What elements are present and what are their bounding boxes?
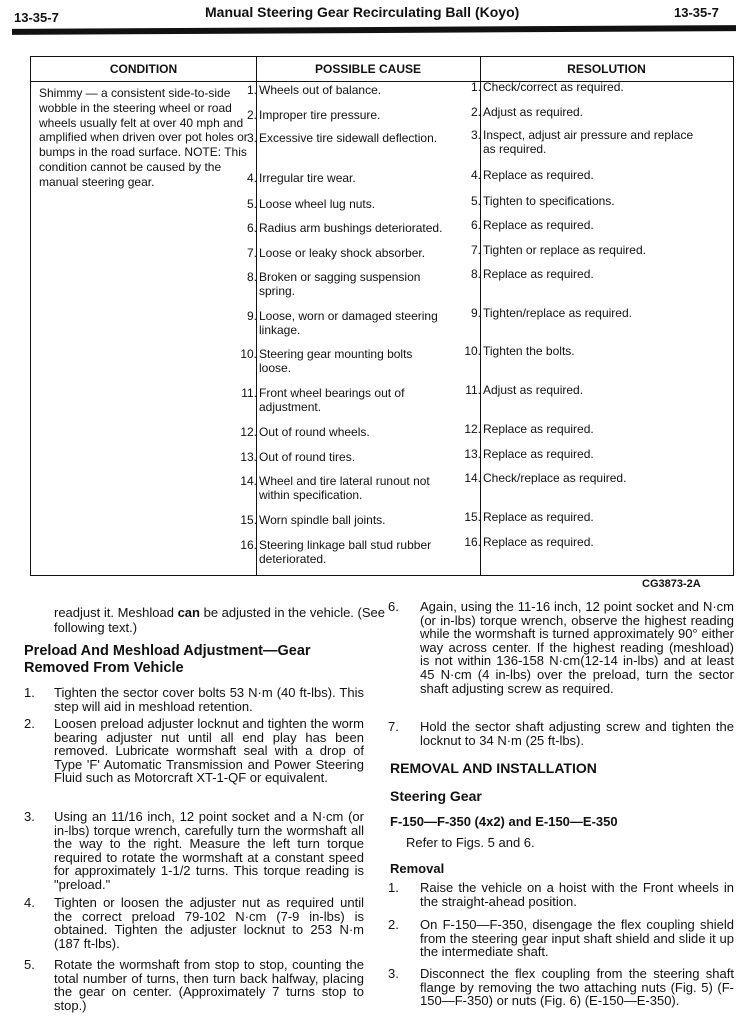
step-item xyxy=(24,896,364,950)
cause-row xyxy=(237,108,447,122)
resolution-row xyxy=(461,105,701,119)
step-item xyxy=(388,918,734,959)
cause-number: 3. xyxy=(246,131,257,145)
cause-number: 5. xyxy=(246,197,257,211)
resolution-number: 2. xyxy=(470,105,481,119)
cause-text: Excessive tire sidewall deflection. xyxy=(259,131,438,145)
resolution-text: Replace as required. xyxy=(483,218,594,232)
cause-row xyxy=(237,83,447,97)
resolution-number: 8. xyxy=(470,267,481,281)
cause-row xyxy=(237,270,447,298)
cause-number: 9. xyxy=(246,309,257,323)
page-title: Manual Steering Gear Recirculating Ball (Koyo) xyxy=(205,4,520,20)
cause-number: 10. xyxy=(240,347,257,361)
resolution-row xyxy=(461,383,701,397)
step-text: On F-150—F-350, disengage the flex coupling shield from the steering gear input shaft shield and slide it up the intermediate shaft. xyxy=(420,917,734,960)
resolution-row xyxy=(461,80,701,94)
step-number: 3. xyxy=(388,966,399,981)
step-number: 1. xyxy=(388,880,399,895)
resolution-row xyxy=(461,306,701,320)
step-text: Using an 11/16 inch, 12 point socket and a N·cm (or in-lbs) torque wrench, carefully turn the wormshaft all the way to the right. Measure the left turn torque required to rotate the wormshaft at a constant speed for approximately 1-1/2 turns. This torque reading is "preload." xyxy=(54,809,364,892)
cause-text: Loose wheel lug nuts. xyxy=(259,197,376,211)
resolution-text: Tighten or replace as required. xyxy=(483,243,646,257)
model-heading: F-150—F-350 (4x2) and E-150—E-350 xyxy=(390,814,618,829)
cause-text: Wheels out of balance. xyxy=(259,83,382,97)
header-rule xyxy=(12,25,736,35)
resolution-number: 11. xyxy=(465,383,481,397)
step-text: Again, using the 11-16 inch, 12 point socket and N·cm (or in-lbs) torque wrench, observe the highest reading while the wormshaft is turned approximately 90° either way across center. If the highest reading (meshload) is not within 136-158 N·cm(12-14 in-lbs) and at least 45 N·cm (4 in-lbs) over the preload, turn the sector shaft adjusting screw as required. xyxy=(420,599,734,696)
step-item xyxy=(24,686,364,713)
cause-row xyxy=(237,197,447,211)
step-text: Rotate the wormshaft from stop to stop, counting the total number of turns, then turn back halfway, placing the gear on center. (Approximately 7 turns stop to stop.) xyxy=(54,957,364,1013)
cause-text: Broken or sagging suspension spring. xyxy=(259,270,421,298)
resolution-row xyxy=(461,422,701,436)
step-number: 6. xyxy=(388,599,399,614)
step-text: Hold the sector shaft adjusting screw and tighten the locknut to 34 N·m (25 ft-lbs). xyxy=(420,719,734,748)
resolution-number: 1. xyxy=(470,80,481,94)
column-header-resolution: RESOLUTION xyxy=(567,62,646,76)
resolution-text: Tighten/replace as required. xyxy=(483,306,632,320)
resolution-number: 12. xyxy=(464,422,481,436)
column-header-condition: CONDITION xyxy=(109,62,178,76)
cause-text: Worn spindle ball joints. xyxy=(259,513,386,527)
step-item xyxy=(24,810,364,892)
resolution-text: Replace as required. xyxy=(483,168,594,182)
resolution-text: Check/replace as required. xyxy=(483,471,627,485)
resolution-row xyxy=(461,168,701,182)
step-item xyxy=(388,881,734,908)
step-text: Tighten or loosen the adjuster nut as required until the correct preload 79-102 N·cm (7-9 in-lbs) is obtained. Tighten the adjuster locknut to 253 N·m (187 ft-lbs). xyxy=(54,895,364,951)
resolution-row xyxy=(461,243,701,257)
cause-row xyxy=(237,538,447,566)
resolution-row xyxy=(461,447,701,461)
resolution-number: 14. xyxy=(464,471,481,485)
condition-text: Shimmy — a consistent side-to-side wobble in the steering wheel or road wheels usually felt at over 40 mph and amplified when driven over pot holes or bumps in the road surface. NOTE: This condition cannot be caused by the manual steering gear. xyxy=(39,86,248,189)
section-heading-preload: Preload And Meshload Adjustment—Gear Removed From Vehicle xyxy=(24,643,311,676)
resolution-number: 3. xyxy=(470,128,481,142)
resolution-row xyxy=(461,194,701,208)
continued-paragraph xyxy=(54,605,390,635)
step-item xyxy=(24,958,364,1012)
resolution-number: 10. xyxy=(464,344,481,358)
cause-number: 2. xyxy=(246,108,257,122)
page-number-left: 13-35-7 xyxy=(14,10,59,25)
cause-number: 11. xyxy=(241,386,257,400)
cause-row xyxy=(237,425,447,439)
cause-text: Steering gear mounting bolts loose. xyxy=(259,347,413,375)
cause-text: Loose or leaky shock absorber. xyxy=(259,246,426,260)
resolution-number: 16. xyxy=(464,535,481,549)
resolution-row xyxy=(461,510,701,524)
step-number: 4. xyxy=(24,895,35,910)
resolution-text: Tighten to specifications. xyxy=(483,194,615,208)
resolution-number: 4. xyxy=(470,168,481,182)
cause-number: 13. xyxy=(240,450,257,464)
resolution-number: 5. xyxy=(470,194,481,208)
page-header xyxy=(0,0,748,42)
cause-text: Steering linkage ball stud rubber deteriorated. xyxy=(259,538,432,566)
cause-number: 16. xyxy=(240,538,257,552)
cause-row xyxy=(237,474,447,502)
removal-heading: Removal xyxy=(390,861,445,876)
step-number: 7. xyxy=(388,719,399,734)
resolution-row xyxy=(461,344,701,358)
cause-row xyxy=(237,513,447,527)
resolution-text: Replace as required. xyxy=(483,422,594,436)
resolution-number: 6. xyxy=(470,218,481,232)
resolution-row xyxy=(461,128,701,156)
step-item xyxy=(388,600,734,695)
cause-number: 4. xyxy=(246,171,257,185)
cause-number: 8. xyxy=(246,270,257,284)
cause-number: 6. xyxy=(246,221,257,235)
cause-number: 7. xyxy=(246,246,257,260)
resolution-text: Adjust as required. xyxy=(483,383,584,397)
step-item xyxy=(24,717,364,785)
cause-text: Wheel and tire lateral runout not within specification. xyxy=(259,474,430,502)
refer-text: Refer to Figs. 5 and 6. xyxy=(406,835,535,850)
step-text: Raise the vehicle on a hoist with the Front wheels in the straight-ahead position. xyxy=(420,880,734,909)
cause-text: Improper tire pressure. xyxy=(259,108,381,122)
resolution-text: Replace as required. xyxy=(483,447,594,461)
subsection-heading-steering-gear: Steering Gear xyxy=(390,788,482,804)
cause-row xyxy=(237,347,447,375)
cause-row xyxy=(237,386,447,414)
resolution-row xyxy=(461,267,701,281)
cause-text: Front wheel bearings out of adjustment. xyxy=(259,386,405,414)
resolution-row xyxy=(461,535,701,549)
step-number: 2. xyxy=(388,917,399,932)
step-text: Tighten the sector cover bolts 53 N·m (40 ft-lbs). This step will aid in meshload retention. xyxy=(54,685,364,714)
cause-text: Loose, worn or damaged steering linkage. xyxy=(259,309,438,337)
step-number: 5. xyxy=(24,957,35,972)
resolution-text: Check/correct as required. xyxy=(483,80,624,94)
step-text: Loosen preload adjuster locknut and tighten the worm bearing adjuster nut until all end play has been removed. Lubricate wormshaft seal with a drop of Type 'F' Automatic Transmission and Power Steering Fluid such as Motorcraft XT-1-QF or equivalent. xyxy=(54,716,364,786)
resolution-text: Inspect, adjust air pressure and replace as required. xyxy=(483,128,694,156)
cause-text: Out of round wheels. xyxy=(259,425,370,439)
step-number: 1. xyxy=(24,685,35,700)
column-header-possible-cause: POSSIBLE CAUSE xyxy=(314,62,422,76)
resolution-text: Replace as required. xyxy=(483,535,594,549)
cause-number: 15. xyxy=(240,513,257,527)
resolution-number: 13. xyxy=(464,447,481,461)
step-text: Disconnect the flex coupling from the steering shaft flange by removing the two attaching nuts (Fig. 5) (F-150—F-350) or nuts (Fig. 6) (E-150—E-350). xyxy=(420,966,734,1009)
resolution-number: 15. xyxy=(464,510,481,524)
cause-number: 14. xyxy=(240,474,257,488)
resolution-number: 9. xyxy=(470,306,481,320)
cause-text: Radius arm bushings deteriorated. xyxy=(259,221,443,235)
cause-row xyxy=(237,131,447,145)
continued-text-end: be adjusted in the vehicle. (See following text.) xyxy=(54,605,385,635)
resolution-text: Adjust as required. xyxy=(483,105,584,119)
cause-number: 1. xyxy=(246,83,257,97)
step-number: 2. xyxy=(24,716,35,731)
step-item xyxy=(388,967,734,1008)
cause-text: Out of round tires. xyxy=(259,450,356,464)
resolution-text: Replace as required. xyxy=(483,510,594,524)
section-heading-removal-installation: REMOVAL AND INSTALLATION xyxy=(390,760,597,776)
resolution-text: Replace as required. xyxy=(483,267,594,281)
step-number: 3. xyxy=(24,809,35,824)
resolution-text: Tighten the bolts. xyxy=(483,344,575,358)
page-number-right: 13-35-7 xyxy=(674,5,719,20)
figure-id: CG3873-2A xyxy=(642,578,701,590)
resolution-number: 7. xyxy=(470,243,481,257)
cause-row xyxy=(237,246,447,260)
step-item xyxy=(388,720,734,747)
continued-text-bold: can xyxy=(177,605,200,620)
cause-row xyxy=(237,450,447,464)
cause-row xyxy=(237,221,447,235)
continued-text-start: readjust it. Meshload xyxy=(54,605,178,620)
resolution-row xyxy=(461,218,701,232)
cause-text: Irregular tire wear. xyxy=(259,171,356,185)
resolution-row xyxy=(461,471,701,485)
cause-row xyxy=(237,171,447,185)
cause-row xyxy=(237,309,447,337)
cause-number: 12. xyxy=(240,425,257,439)
